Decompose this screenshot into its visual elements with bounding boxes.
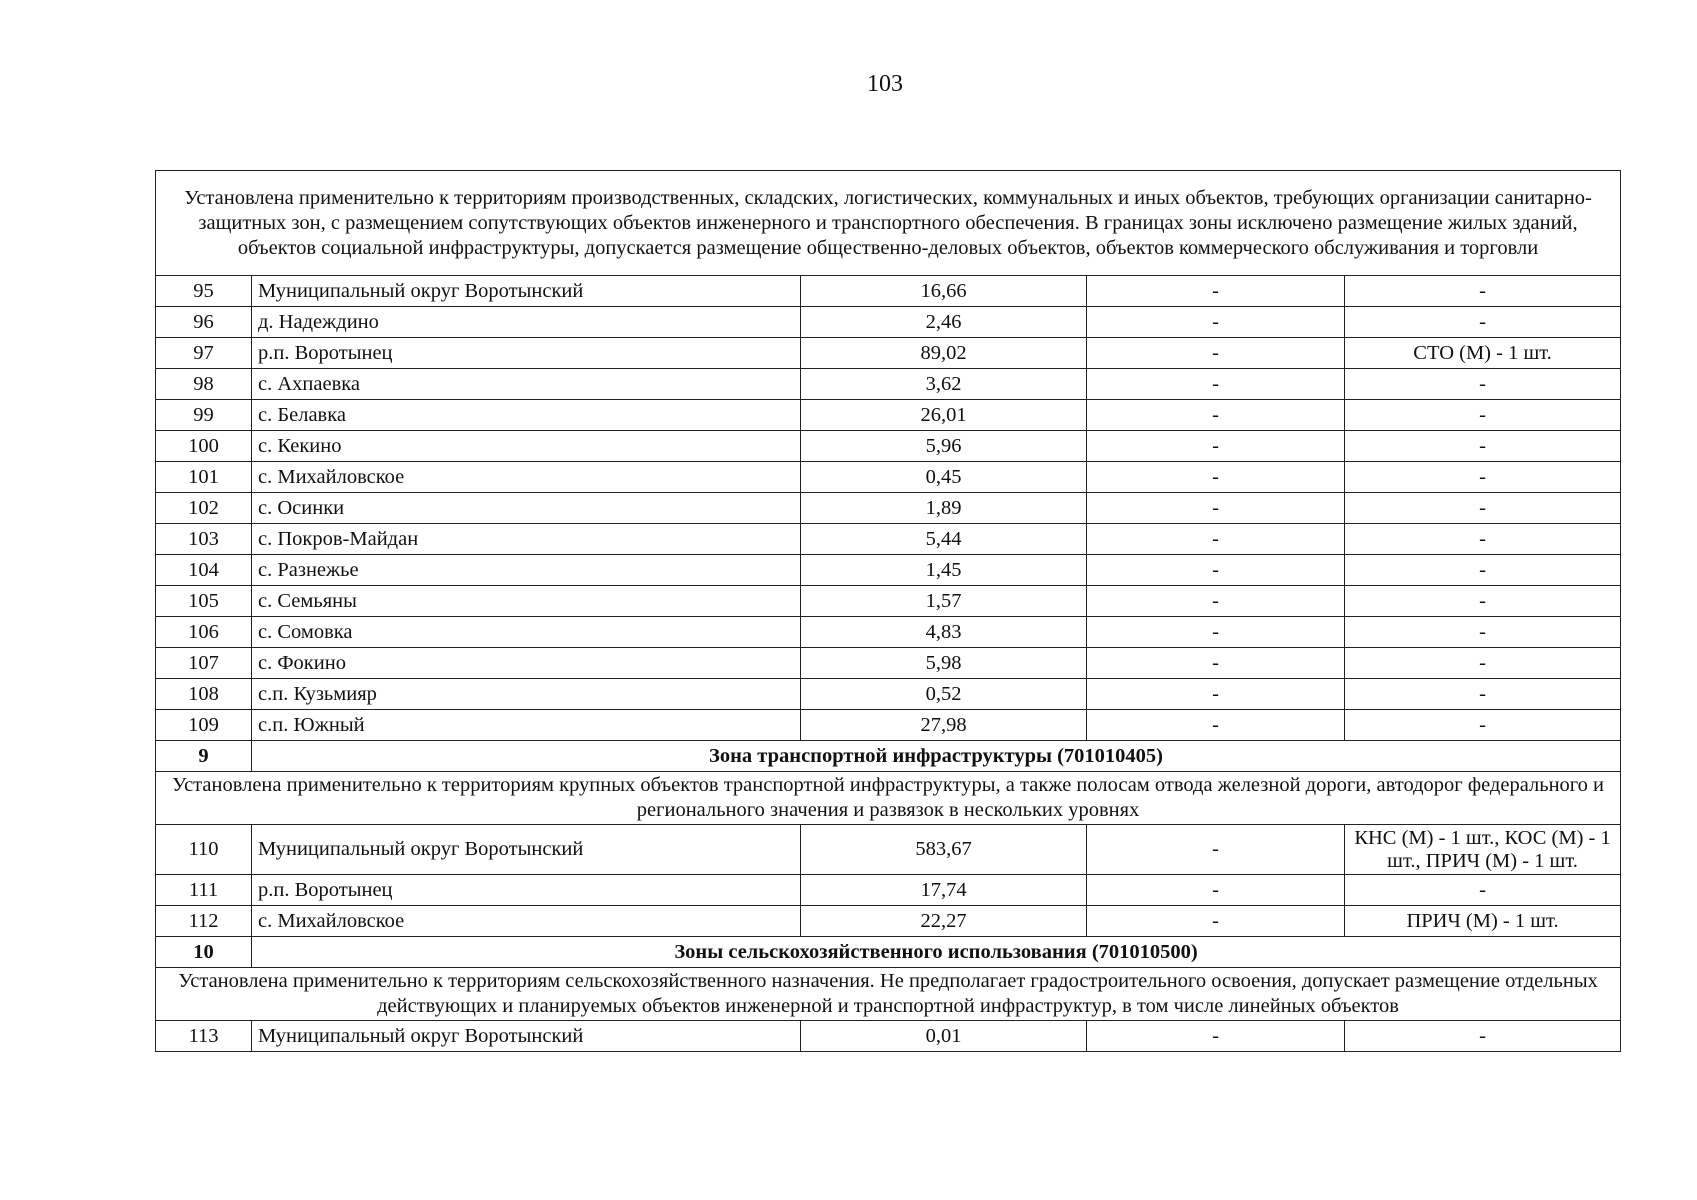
facilities-value: - (1345, 648, 1621, 679)
area-value: 0,45 (801, 462, 1087, 493)
row-number: 103 (156, 524, 252, 555)
row-number: 113 (156, 1021, 252, 1052)
section-number: 9 (156, 741, 252, 772)
column-4-value: - (1087, 710, 1345, 741)
facilities-value: - (1345, 617, 1621, 648)
area-value: 26,01 (801, 400, 1087, 431)
facilities-value: ПРИЧ (М) - 1 шт. (1345, 906, 1621, 937)
facilities-value: - (1345, 555, 1621, 586)
facilities-value: - (1345, 431, 1621, 462)
row-number: 112 (156, 906, 252, 937)
section-description: Установлена применительно к территориям сельскохозяйственного назначения. Не предполагает градостроительного освоения, допускает размещение отдельных действующих и планируемых объектов инженерной и транспортной инфраструктур, в том числе линейных объектов (156, 968, 1621, 1021)
row-number: 110 (156, 825, 252, 875)
area-value: 3,62 (801, 369, 1087, 400)
column-4-value: - (1087, 825, 1345, 875)
area-value: 2,46 (801, 307, 1087, 338)
settlement-name: с.п. Кузьмияр (252, 679, 801, 710)
row-number: 111 (156, 875, 252, 906)
area-value: 5,44 (801, 524, 1087, 555)
table-row (156, 276, 1621, 307)
table-row (156, 431, 1621, 462)
facilities-value: - (1345, 875, 1621, 906)
facilities-value: - (1345, 276, 1621, 307)
area-value: 0,52 (801, 679, 1087, 710)
facilities-value: - (1345, 524, 1621, 555)
table-row (156, 906, 1621, 937)
table-row (156, 400, 1621, 431)
table-row (156, 524, 1621, 555)
facilities-value: - (1345, 1021, 1621, 1052)
column-4-value: - (1087, 524, 1345, 555)
area-value: 89,02 (801, 338, 1087, 369)
column-4-value: - (1087, 307, 1345, 338)
area-value: 0,01 (801, 1021, 1087, 1052)
settlement-name: с. Сомовка (252, 617, 801, 648)
row-number: 106 (156, 617, 252, 648)
facilities-value: - (1345, 679, 1621, 710)
area-value: 5,96 (801, 431, 1087, 462)
area-value: 1,45 (801, 555, 1087, 586)
row-number: 98 (156, 369, 252, 400)
section-title: Зоны сельскохозяйственного использования (701010500) (252, 937, 1621, 968)
column-4-value: - (1087, 276, 1345, 307)
row-number: 95 (156, 276, 252, 307)
facilities-value: - (1345, 369, 1621, 400)
facilities-value: - (1345, 400, 1621, 431)
facilities-value: - (1345, 462, 1621, 493)
section-description-row (156, 772, 1621, 825)
facilities-value: КНС (М) - 1 шт., КОС (М) - 1 шт., ПРИЧ (М) - 1 шт. (1345, 825, 1621, 875)
settlement-name: с. Семьяны (252, 586, 801, 617)
row-number: 96 (156, 307, 252, 338)
table-row (156, 710, 1621, 741)
facilities-value: - (1345, 493, 1621, 524)
settlement-name: д. Надеждино (252, 307, 801, 338)
table-row (156, 493, 1621, 524)
column-4-value: - (1087, 369, 1345, 400)
row-number: 108 (156, 679, 252, 710)
section-header-row (156, 937, 1621, 968)
row-number: 102 (156, 493, 252, 524)
column-4-value: - (1087, 338, 1345, 369)
column-4-value: - (1087, 679, 1345, 710)
facilities-value: - (1345, 710, 1621, 741)
column-4-value: - (1087, 1021, 1345, 1052)
row-number: 107 (156, 648, 252, 679)
row-number: 100 (156, 431, 252, 462)
section-description-row (156, 171, 1621, 276)
table-row (156, 617, 1621, 648)
column-4-value: - (1087, 906, 1345, 937)
page-number: 103 (867, 71, 903, 97)
column-4-value: - (1087, 493, 1345, 524)
column-4-value: - (1087, 555, 1345, 586)
settlement-name: Муниципальный округ Воротынский (252, 1021, 801, 1052)
section-number: 10 (156, 937, 252, 968)
row-number: 105 (156, 586, 252, 617)
settlement-name: Муниципальный округ Воротынский (252, 825, 801, 875)
facilities-value: - (1345, 586, 1621, 617)
table-row (156, 648, 1621, 679)
row-number: 109 (156, 710, 252, 741)
table-row (156, 555, 1621, 586)
settlement-name: р.п. Воротынец (252, 338, 801, 369)
area-value: 16,66 (801, 276, 1087, 307)
section-description: Установлена применительно к территориям крупных объектов транспортной инфраструктуры, а также полосам отвода железной дороги, автодорог федерального и регионального значения и развязок в нескольких уровнях (156, 772, 1621, 825)
section-description-row (156, 968, 1621, 1021)
area-value: 27,98 (801, 710, 1087, 741)
settlement-name: с. Фокино (252, 648, 801, 679)
row-number: 97 (156, 338, 252, 369)
settlement-name: с. Разнежье (252, 555, 801, 586)
settlement-name: с. Белавка (252, 400, 801, 431)
facilities-value: СТО (М) - 1 шт. (1345, 338, 1621, 369)
column-4-value: - (1087, 617, 1345, 648)
settlement-name: с.п. Южный (252, 710, 801, 741)
row-number: 101 (156, 462, 252, 493)
table-row (156, 338, 1621, 369)
section-title: Зона транспортной инфраструктуры (701010405) (252, 741, 1621, 772)
table-row (156, 462, 1621, 493)
area-value: 17,74 (801, 875, 1087, 906)
settlement-name: с. Михайловское (252, 906, 801, 937)
area-value: 1,89 (801, 493, 1087, 524)
area-value: 22,27 (801, 906, 1087, 937)
settlement-name: с. Михайловское (252, 462, 801, 493)
row-number: 99 (156, 400, 252, 431)
settlement-name: с. Ахпаевка (252, 369, 801, 400)
settlement-name: с. Осинки (252, 493, 801, 524)
column-4-value: - (1087, 586, 1345, 617)
zones-table (155, 170, 1621, 1052)
row-number: 104 (156, 555, 252, 586)
column-4-value: - (1087, 400, 1345, 431)
table-row (156, 307, 1621, 338)
settlement-name: р.п. Воротынец (252, 875, 801, 906)
area-value: 5,98 (801, 648, 1087, 679)
table-row (156, 586, 1621, 617)
table-row (156, 1021, 1621, 1052)
section-description: Установлена применительно к территориям производственных, складских, логистических, коммунальных и иных объектов, требующих организации санитарно-защитных зон, с размещением сопутствующих объектов инженерного и транспортного обеспечения. В границах зоны исключено размещение жилых зданий, объектов социальной инфраструктуры, допускается размещение общественно-деловых объектов, объектов коммерческого обслуживания и торговли (156, 171, 1621, 276)
column-4-value: - (1087, 875, 1345, 906)
settlement-name: Муниципальный округ Воротынский (252, 276, 801, 307)
table-row (156, 875, 1621, 906)
area-value: 583,67 (801, 825, 1087, 875)
zones-table-body (156, 171, 1621, 1052)
settlement-name: с. Покров-Майдан (252, 524, 801, 555)
settlement-name: с. Кекино (252, 431, 801, 462)
table-row (156, 369, 1621, 400)
area-value: 1,57 (801, 586, 1087, 617)
table-row (156, 825, 1621, 875)
column-4-value: - (1087, 462, 1345, 493)
facilities-value: - (1345, 307, 1621, 338)
area-value: 4,83 (801, 617, 1087, 648)
column-4-value: - (1087, 648, 1345, 679)
section-header-row (156, 741, 1621, 772)
column-4-value: - (1087, 431, 1345, 462)
table-row (156, 679, 1621, 710)
